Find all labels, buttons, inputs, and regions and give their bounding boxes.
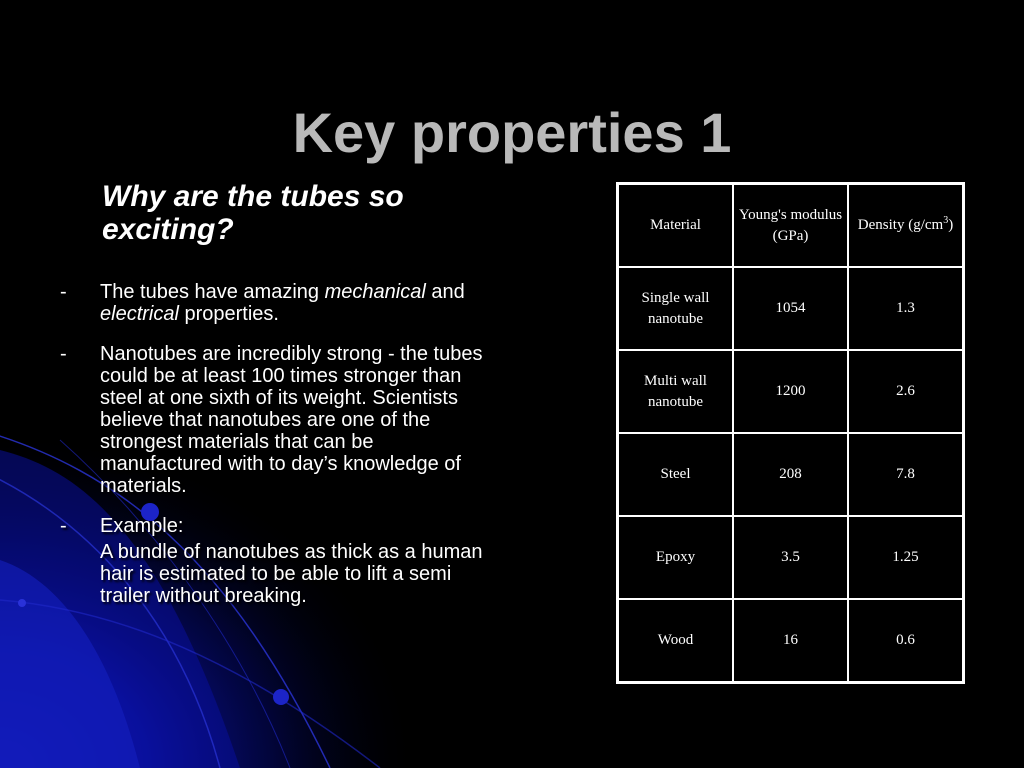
table-header-row xyxy=(618,184,964,268)
bullet-text: Example: xyxy=(100,515,184,537)
table-row xyxy=(618,350,964,433)
cell-density: 1.25 xyxy=(848,516,964,599)
table-row xyxy=(618,599,964,683)
bullet-marker: - xyxy=(60,281,67,303)
bullet-emphasis: mechanical xyxy=(324,281,426,303)
slide-title: Key properties 1 xyxy=(292,100,732,164)
bullet-text: Nanotubes are incredibly strong - the tubes could be at least 100 times stronger than steel at one sixth of its weight. Scientists believe that nanotubes are one of the strongest materials that can be manufactured with to day’s knowledge of materials. xyxy=(100,343,483,497)
bullet-list xyxy=(60,281,490,625)
cell-density: 1.3 xyxy=(848,267,964,350)
cell-material: Wood xyxy=(618,599,734,683)
cell-material: Steel xyxy=(618,433,734,516)
cell-youngs-modulus: 208 xyxy=(733,433,848,516)
cell-material: Epoxy xyxy=(618,516,734,599)
cell-youngs-modulus: 16 xyxy=(733,599,848,683)
table-row xyxy=(618,516,964,599)
header-density-superscript: 3 xyxy=(943,215,949,226)
header-youngs-modulus: Young's modulus (GPa) xyxy=(733,184,848,268)
cell-material: Single wall nanotube xyxy=(618,267,734,350)
header-material: Material xyxy=(618,184,734,268)
header-density-close: ) xyxy=(948,217,954,233)
table-row xyxy=(618,267,964,350)
cell-youngs-modulus: 3.5 xyxy=(733,516,848,599)
bullet-marker: - xyxy=(60,343,67,365)
cell-material: Multi wall nanotube xyxy=(618,350,734,433)
bullet-continuation: A bundle of nanotubes as thick as a human hair is estimated to be able to lift a semi trailer without breaking. xyxy=(100,541,483,607)
cell-youngs-modulus: 1054 xyxy=(733,267,848,350)
bullet-text-part: The tubes have amazing xyxy=(100,281,325,303)
bullet-emphasis: electrical xyxy=(100,303,179,325)
properties-table xyxy=(616,182,965,684)
bullet-text-part: properties. xyxy=(178,303,279,325)
cell-density: 0.6 xyxy=(848,599,964,683)
bullet-item xyxy=(60,343,490,497)
bullet-item xyxy=(60,281,490,325)
cell-density: 7.8 xyxy=(848,433,964,516)
subheading: Why are the tubes so exciting? xyxy=(102,180,404,246)
bullet-item xyxy=(60,515,490,607)
bullet-marker: - xyxy=(60,515,67,537)
header-density xyxy=(848,184,964,268)
table-row xyxy=(618,433,964,516)
bullet-text-part: and xyxy=(425,281,465,303)
bullet-text xyxy=(100,281,465,325)
header-density-text: Density (g/cm xyxy=(857,217,944,233)
cell-youngs-modulus: 1200 xyxy=(733,350,848,433)
cell-density: 2.6 xyxy=(848,350,964,433)
